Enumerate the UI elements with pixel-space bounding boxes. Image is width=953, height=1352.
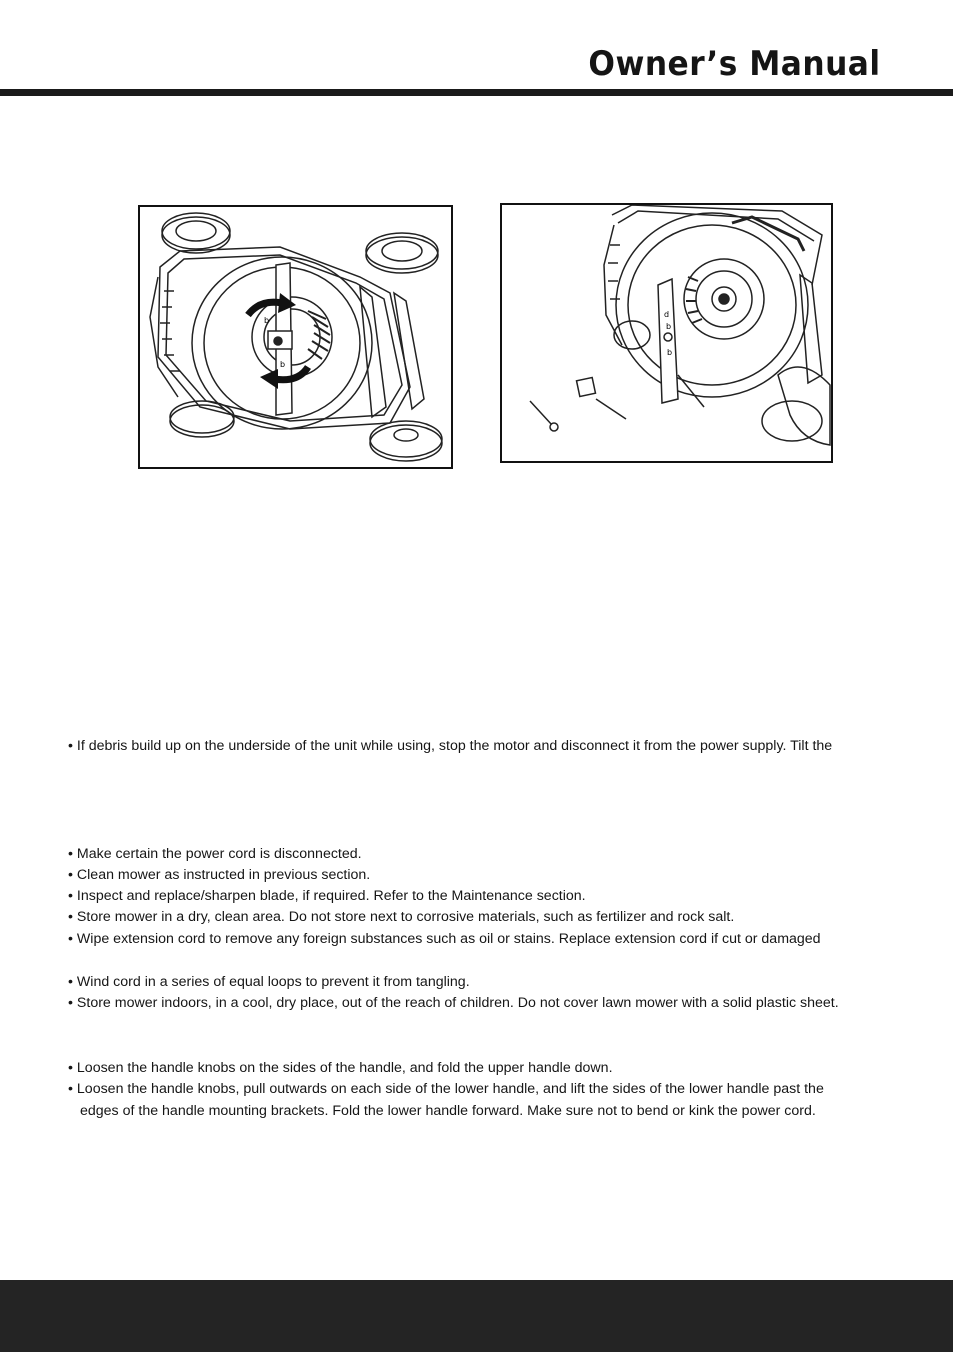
text-storage-blade: • Inspect and replace/sharpen blade, if required. Refer to the Maintenance section.	[68, 888, 586, 904]
mower-underside-illustration	[140, 207, 451, 467]
blade-mark-bottom: b	[280, 360, 286, 369]
text-fold-lower-handle: • Loosen the handle knobs, pull outwards on each side of the lower handle, and lift the sides of the lower handle past the	[68, 1081, 824, 1097]
blade-mark-top: b	[264, 316, 270, 325]
text-store-indoors: • Store mower indoors, in a cool, dry place, out of the reach of children. Do not cover lawn mower with a solid plastic sheet.	[68, 995, 839, 1011]
blade-mark-3: b	[667, 348, 673, 357]
text-fold-lower-handle-cont: edges of the handle mounting brackets. Fold the lower handle forward. Make sure not to bend or kink the power cord.	[80, 1103, 816, 1119]
text-storage-power-cord: • Make certain the power cord is disconnected.	[68, 846, 362, 862]
blade-removal-illustration	[502, 205, 831, 461]
header-rule	[0, 89, 953, 96]
page-title: Owner’s Manual	[588, 44, 881, 84]
blade-mark-2: b	[666, 322, 672, 331]
figure-blade-removal	[500, 203, 833, 463]
blade-mark-1: d	[664, 310, 670, 319]
text-storage-extension-cord: • Wipe extension cord to remove any foreign substances such as oil or stains. Replace extension cord if cut or damaged	[68, 931, 821, 947]
footer-bar	[0, 1280, 953, 1352]
text-debris-cleanup: • If debris build up on the underside of the unit while using, stop the motor and disconnect it from the power supply. Tilt the	[68, 738, 833, 754]
text-storage-clean: • Clean mower as instructed in previous section.	[68, 867, 371, 883]
text-fold-upper-handle: • Loosen the handle knobs on the sides of the handle, and fold the upper handle down.	[68, 1060, 613, 1076]
text-storage-location: • Store mower in a dry, clean area. Do not store next to corrosive materials, such as fertilizer and rock salt.	[68, 909, 735, 925]
text-wind-cord: • Wind cord in a series of equal loops to prevent it from tangling.	[68, 974, 470, 990]
figure-mower-underside	[138, 205, 453, 469]
